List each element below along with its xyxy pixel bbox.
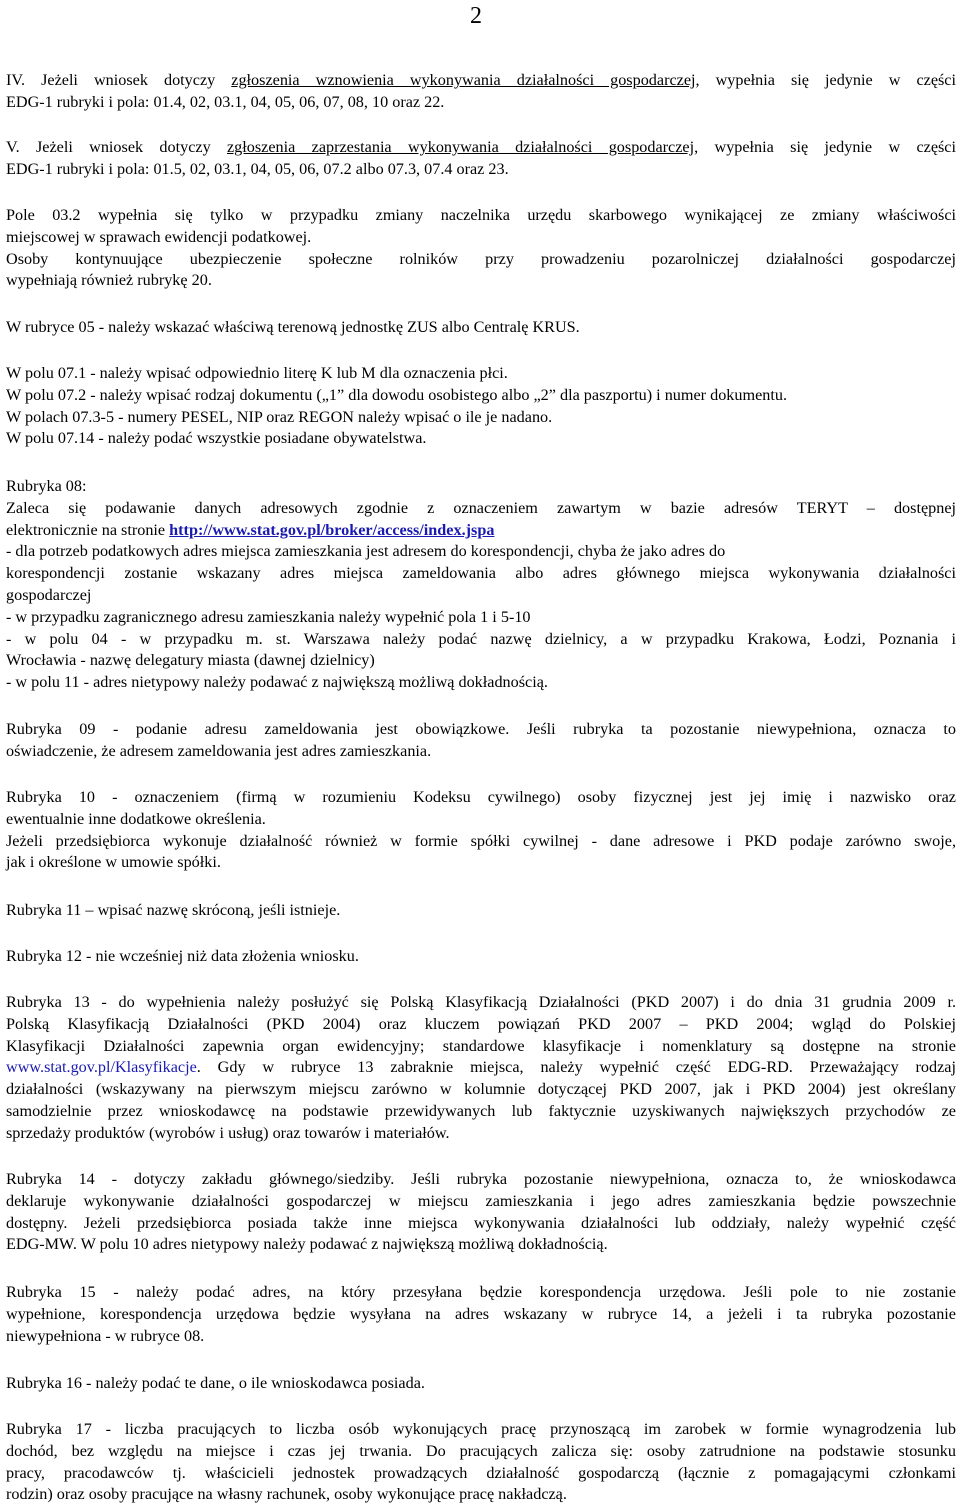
paragraph-rubryka-08 [6, 476, 956, 694]
paragraph-line [6, 70, 956, 92]
paragraph-line: Jeżeli przedsiębiorca wykonuje działalność również w formie spółki cywilnej - dane adresowe i PKD podaje zarówno swoje, [6, 831, 956, 850]
paragraph-line [6, 1057, 956, 1079]
paragraph-rubryka-05 [6, 317, 956, 339]
paragraph-line: EDG-1 rubryki i pola: 01.5, 02, 03.1, 04, 05, 06, 07.2 albo 07.3, 07.4 oraz 23. [6, 159, 509, 178]
text-run: . Gdy w rubryce 13 zabraknie miejsca, należy wypełnić część EDG-RD. Przeważający rodzaj [196, 1058, 956, 1077]
paragraph-line: Rubryka 12 - nie wcześniej niż data złożenia wniosku. [6, 947, 359, 965]
paragraph-line: - w polu 11 - adres nietypowy należy podawać z największą możliwą dokładnością. [6, 673, 548, 692]
paragraph-line: Klasyfikacji Działalności zapewnia organ ewidencyjny; standardowe klasyfikacje i nomenklatury są dostępne na stronie [6, 1036, 956, 1055]
paragraph-rubryka-09 [6, 719, 956, 763]
paragraph-line: - dla potrzeb podatkowych adres miejsca zamieszkania jest adresem do korespondencji, chyba że jako adres do [6, 542, 726, 561]
paragraph-line: Wrocławia - nazwę delegatury miasta (dawnej dzielnicy) [6, 651, 375, 670]
paragraph-line: W polu 07.14 - należy podać wszystkie posiadane obywatelstwa. [6, 429, 427, 448]
paragraph-line: samodzielnie przez wnioskodawcę na podstawie przewidywanych lub faktycznie uzyskiwanych największych przychodów ze [6, 1101, 956, 1120]
teryt-link[interactable]: http://www.stat.gov.pl/broker/access/index.jspa [169, 520, 495, 539]
paragraph-line: deklaruje wykonywanie działalności gospodarczej w miejscu zamieszkania i jego adres zamieszkania będzie powszechnie [6, 1191, 956, 1210]
paragraph-line: EDG-1 rubryki i pola: 01.4, 02, 03.1, 04, 05, 06, 07, 08, 10 oraz 22. [6, 92, 445, 111]
paragraph-line: Rubryka 16 - należy podać te dane, o ile wnioskodawca posiada. [6, 1374, 425, 1392]
paragraph-line: Zaleca się podawanie danych adresowych zgodnie z oznaczeniem zawartym w bazie adresów TERYT – dostępnej [6, 498, 956, 517]
paragraph-line: gospodarczej [6, 585, 92, 604]
paragraph-rubryka-12 [6, 946, 956, 968]
paragraph-rubryka-16 [6, 1373, 956, 1395]
paragraph-line: rodzin) oraz osoby pracujące na własny rachunek, osoby wykonujące pracę nakładczą. [6, 1485, 567, 1504]
paragraph-rubryka-15 [6, 1282, 956, 1347]
paragraph-rubryka-14 [6, 1169, 956, 1256]
paragraph-line: - w przypadku zagranicznego adresu zamieszkania należy wypełnić pola 1 i 5-10 [6, 607, 531, 626]
paragraph-rubryka-13 [6, 992, 956, 1145]
paragraph-pole-03 [6, 205, 956, 292]
paragraph-line: dostępny. Jeżeli przedsiębiorca posiada także inne miejsca wykonywania działalności lub oddziały, należy wypełnić część [6, 1213, 956, 1232]
underlined-text: zgłoszenia zaprzestania wykonywania działalności gospodarczej [227, 138, 695, 156]
paragraph-line: sprzedaży produktów (wyrobów i usług) oraz towarów i materiałów. [6, 1123, 450, 1142]
paragraph-line: wypełniają również rubrykę 20. [6, 271, 212, 290]
paragraph-line: miejscowej w sprawach ewidencji podatkowej. [6, 227, 312, 246]
paragraph-rubryka-11 [6, 900, 956, 922]
paragraph-line: W polu 07.2 - należy wpisać rodzaj dokumentu („1” dla dowodu osobistego albo „2” dla paszportu) i numer dokumentu. [6, 385, 787, 404]
paragraph-line: Rubryka 11 – wpisać nazwę skróconą, jeśli istnieje. [6, 901, 341, 919]
underlined-text: zgłoszenia wznowienia wykonywania działalności gospodarczej [231, 71, 696, 89]
paragraph-line: niewypełniona - w rubryce 08. [6, 1326, 205, 1345]
paragraph-line: korespondencji zostanie wskazany adres miejsca zameldowania albo adres głównego miejsca wykonywania działalności [6, 564, 956, 583]
paragraph-line: - w polu 04 - w przypadku m. st. Warszawa należy podać nazwę dzielnicy, a w przypadku Krakowa, Łodzi, Poznania i [6, 629, 956, 648]
paragraph-line: Rubryka 15 - należy podać adres, na który przesyłana będzie korespondencja urzędowa. Jeśli pole to nie zostanie [6, 1283, 956, 1301]
paragraph-line: pracy, pracodawców tj. właścicieli jednostek prowadzących działalność gospodarczą (łącznie z pomagającymi członkami [6, 1463, 956, 1482]
text-run: IV. Jeżeli wniosek dotyczy [6, 71, 232, 89]
paragraph-line: oświadczenie, że adresem zameldowania jest adres zamieszkania. [6, 741, 432, 760]
rubryka-08-heading: Rubryka 08: [6, 477, 87, 495]
paragraph-line: W rubryce 05 - należy wskazać właściwą terenową jednostkę ZUS albo Centralę KRUS. [6, 318, 580, 336]
paragraph-iv [6, 70, 956, 114]
paragraph-line: ewentualnie inne dodatkowe określenia. [6, 809, 266, 828]
paragraph-v [6, 137, 956, 181]
paragraph-line: Polską Klasyfikacją Działalności (PKD 2004) oraz kluczem powiązań PKD 2007 – PKD 2004; wgląd do Polskiej [6, 1014, 956, 1033]
paragraph-line: Rubryka 09 - podanie adresu zameldowania jest obowiązkowe. Jeśli rubryka ta pozostanie niewypełniona, oznacza to [6, 720, 956, 738]
paragraph-line: Rubryka 13 - do wypełnienia należy posłużyć się Polską Klasyfikacją Działalności (PKD 2007) i do dnia 31 grudnia 2009 r. [6, 993, 956, 1011]
paragraph-line: działalności (wskazywany na pierwszym miejscu zarówno w kolumnie dotyczącej PKD 2007, jak i PKD 2004) jest określany [6, 1080, 956, 1099]
text-run: , wypełnia się jedynie w części [694, 138, 956, 156]
paragraph-line: Pole 03.2 wypełnia się tylko w przypadku zmiany naczelnika urzędu skarbowego wynikającej ze zmiany właściwości [6, 206, 956, 224]
paragraph-line: Rubryka 17 - liczba pracujących to liczba osób wykonujących pracę przynoszącą im zarobek w formie wynagrodzenia lub [6, 1420, 956, 1438]
paragraph-line: Rubryka 10 - oznaczeniem (firmą w rozumieniu Kodeksu cywilnego) osoby fizycznej jest jej imię i nazwisko oraz [6, 788, 956, 806]
paragraph-rubryka-10 [6, 787, 956, 874]
text-run: elektronicznie na stronie [6, 520, 170, 539]
paragraph-line: wypełnione, korespondencja urzędowa będzie wysyłana na adres wskazany w rubryce 14, a jeżeli i ta rubryka pozostanie [6, 1304, 956, 1323]
paragraph-line: EDG-MW. W polu 10 adres nietypowy należy podawać z największą możliwą dokładnością. [6, 1235, 608, 1254]
paragraph-line: Osoby kontynuujące ubezpieczenie społeczne rolników przy prowadzeniu pozarolniczej działalności gospodarczej [6, 249, 956, 268]
klasyfikacje-link[interactable]: www.stat.gov.pl/Klasyfikacje [6, 1058, 197, 1077]
paragraph-rubryka-17 [6, 1419, 956, 1506]
page-number: 2 [470, 3, 482, 29]
text-run: , wypełnia się jedynie w części [695, 71, 956, 89]
paragraph-line: dochód, bez względu na miejsce i czas jej trwania. Do pracujących zalicza się: osoby zatrudnione na podstawie stosunku [6, 1441, 956, 1460]
paragraph-line: W polach 07.3-5 - numery PESEL, NIP oraz REGON należy wpisać o ile je nadano. [6, 407, 553, 426]
paragraph-line: jak i określone w umowie spółki. [6, 853, 221, 872]
paragraph-line: W polu 07.1 - należy wpisać odpowiednio literę K lub M dla oznaczenia płci. [6, 364, 508, 382]
paragraph-pole-07 [6, 363, 956, 450]
paragraph-line: Rubryka 14 - dotyczy zakładu głównego/siedziby. Jeśli rubryka pozostanie niewypełniona, oznacza to, że wnioskodawca [6, 1170, 956, 1188]
paragraph-line [6, 520, 956, 542]
text-run: V. Jeżeli wniosek dotyczy [6, 138, 227, 156]
paragraph-line [6, 137, 956, 159]
